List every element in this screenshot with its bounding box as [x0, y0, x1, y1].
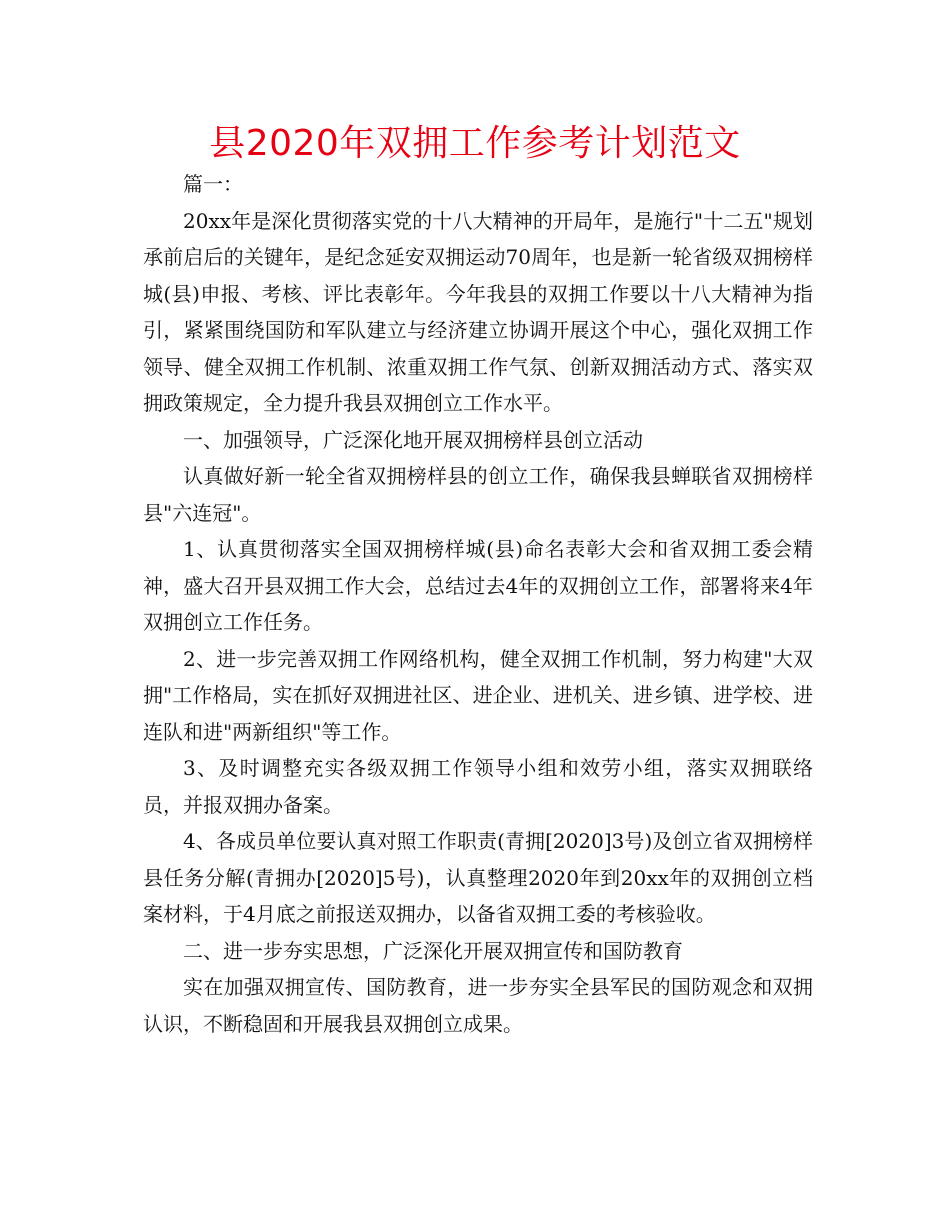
document-body [143, 166, 813, 1042]
document-title: 县2020年双拥工作参考计划范文 [209, 123, 741, 164]
list-item: 2、进一步完善双拥工作网络机构，健全双拥工作机制，努力构建"大双拥"工作格局，实在抓好双拥进社区、进企业、进机关、进乡镇、进学校、进连队和进"两新组织"等工作。 [143, 646, 813, 744]
list-item: 1、认真贯彻落实全国双拥榜样城(县)命名表彰大会和省双拥工委会精神，盛大召开县双拥工作大会，总结过去4年的双拥创立工作，部署将来4年双拥创立工作任务。 [143, 537, 813, 634]
paragraph: 20xx年是深化贯彻落实党的十八大精神的开局年，是施行"十二五"规划承前启后的关键年，是纪念延安双拥运动70周年，也是新一轮省级双拥榜样城(县)申报、考核、评比表彰年。今年我县的双拥工作要以十八大精神为指引，紧紧围绕国防和军队建立与经济建立协调开展这个中心，强化双拥工作领导、健全双拥工作机制、浓重双拥工作气氛、创新双拥活动方式、落实双拥政策规定，全力提升我县双拥创立工作水平。 [143, 208, 813, 415]
section-heading: 二、进一步夯实思想，广泛深化开展双拥宣传和国防教育 [183, 938, 683, 963]
section-heading: 一、加强领导，广泛深化地开展双拥榜样县创立活动 [183, 427, 643, 452]
list-item: 3、及时调整充实各级双拥工作领导小组和效劳小组，落实双拥联络员，并报双拥办备案。 [143, 756, 813, 817]
paragraph: 认真做好新一轮全省双拥榜样县的创立工作，确保我县蝉联省双拥榜样县"六连冠"。 [143, 464, 813, 525]
list-item: 4、各成员单位要认真对照工作职责(青拥[2020]3号)及创立省双拥榜样县任务分解(青拥办[2020]5号)，认真整理2020年到20xx年的双拥创立档案材料，于4月底之前报送双拥办，以备省双拥工委的考核验收。 [143, 829, 813, 926]
paragraph: 实在加强双拥宣传、国防教育，进一步夯实全县军民的国防观念和双拥认识，不断稳固和开展我县双拥创立成果。 [143, 975, 813, 1036]
section-label: 篇一： [183, 172, 243, 196]
